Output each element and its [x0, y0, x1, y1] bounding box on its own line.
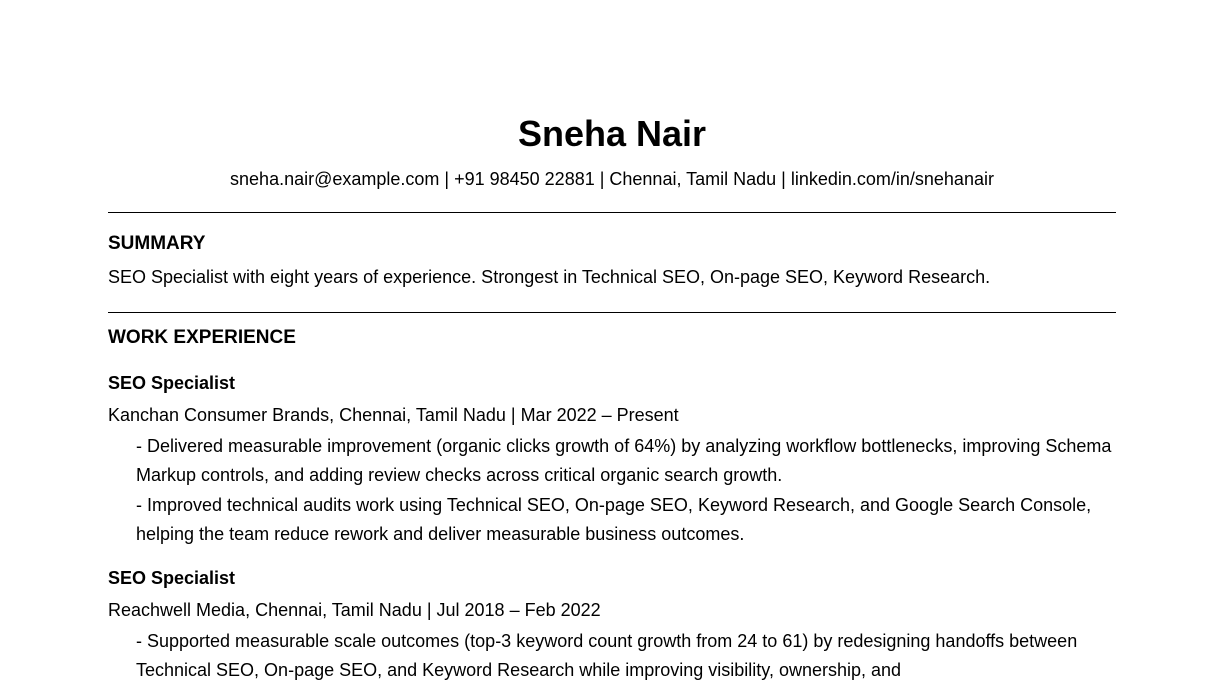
candidate-name: Sneha Nair	[517, 113, 707, 154]
job-company-dates: Kanchan Consumer Brands, Chennai, Tamil Nadu | Mar 2022 – Present	[108, 405, 679, 425]
job-bullet: - Delivered measurable improvement (organic clicks growth of 64%) by analyzing workflow bottlenecks, improving Schema Markup controls, and adding review checks across critical organic search growth.	[136, 436, 1112, 485]
job-title: SEO Specialist	[108, 568, 236, 588]
header-divider	[108, 212, 1116, 213]
job-bullet: - Improved technical audits work using Technical SEO, On-page SEO, Keyword Research, and Google Search Console, helping the team reduce rework and deliver measurable business outcomes.	[136, 495, 1092, 544]
job-title: SEO Specialist	[108, 373, 236, 393]
contact-line: sneha.nair@example.com | +91 98450 22881 | Chennai, Tamil Nadu | linkedin.com/in/snehanair	[230, 169, 994, 189]
summary-text: SEO Specialist with eight years of experience. Strongest in Technical SEO, On-page SEO, Keyword Research.	[108, 267, 991, 287]
job-entry	[108, 566, 1116, 686]
summary-heading: SUMMARY	[108, 233, 206, 254]
job-company-dates: Reachwell Media, Chennai, Tamil Nadu | Jul 2018 – Feb 2022	[108, 600, 601, 620]
summary-divider	[108, 312, 1116, 313]
work-experience-heading: WORK EXPERIENCE	[108, 327, 296, 348]
job-bullets	[136, 627, 1121, 685]
job-bullet: - Supported measurable scale outcomes (top-3 keyword count growth from 24 to 61) by redesigning handoffs between Technical SEO, On-page SEO, and Keyword Research while improving visibility, ownership, and	[136, 631, 1078, 680]
job-entry	[108, 371, 1116, 550]
job-bullets	[136, 432, 1121, 549]
